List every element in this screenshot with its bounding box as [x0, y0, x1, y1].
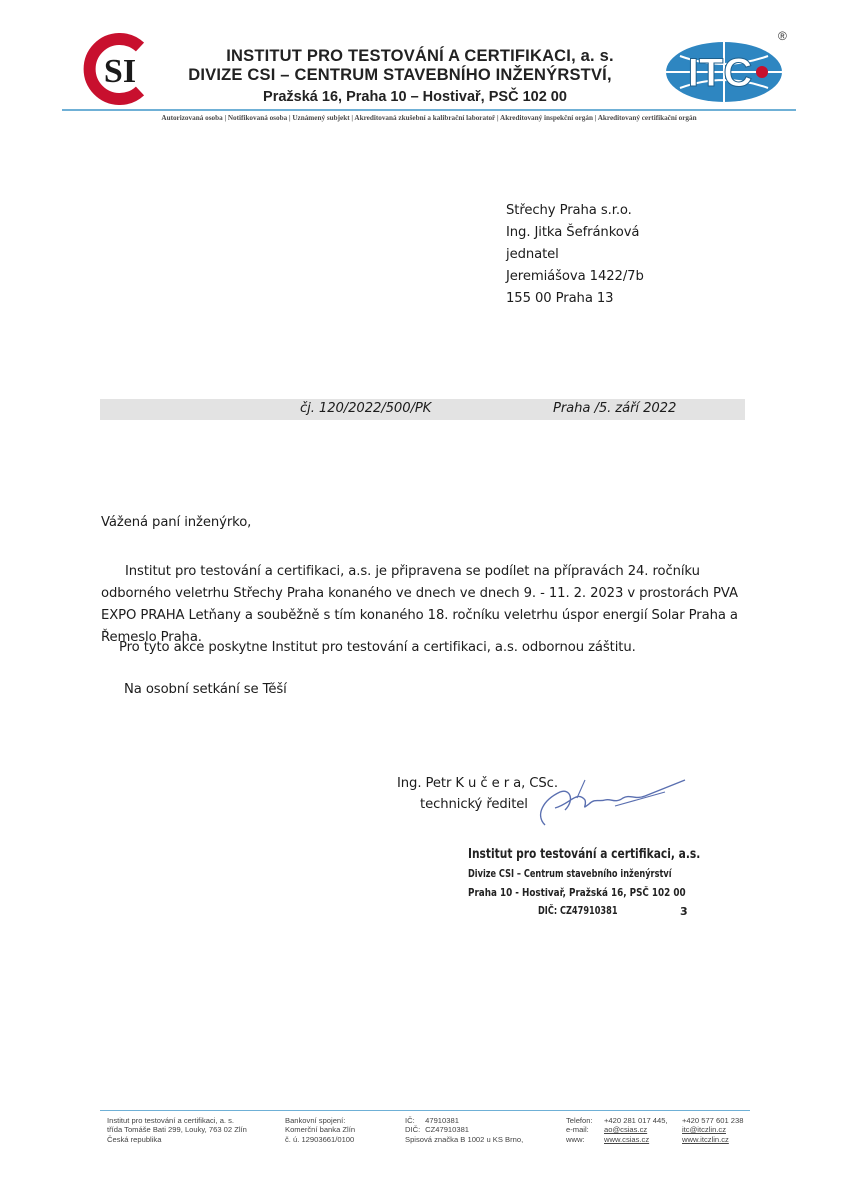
- itc-logo-text: ITC: [687, 51, 753, 95]
- recipient-address: [506, 200, 644, 310]
- recipient-street: Jeremiášova 1422/7b: [506, 269, 644, 284]
- footer-contact-labels: [566, 1116, 593, 1144]
- footer-company: [107, 1116, 247, 1144]
- footer-web-link[interactable]: www.csias.cz: [604, 1134, 650, 1144]
- footer-line: Česká republika: [107, 1134, 162, 1144]
- footer-label: Telefon:: [566, 1116, 593, 1125]
- institute-address: Pražská 16, Praha 10 – Hostivař, PSČ 102 00: [263, 89, 567, 105]
- footer-phone: +420 577 601 238: [682, 1116, 744, 1125]
- footer-value: Spisová značka B 1002 u KS Brno,: [405, 1134, 524, 1144]
- footer-line: třída Tomáše Bati 299, Louky, 763 02 Zlín: [107, 1125, 247, 1135]
- signatory-name: Ing. Petr K u č e r a, CSc.: [397, 776, 558, 791]
- footer-line: Komerční banka Zlín: [285, 1125, 356, 1135]
- footer-label: www:: [566, 1134, 585, 1144]
- footer-label: DIČ:: [405, 1125, 421, 1135]
- csi-logo-text: SI: [103, 53, 137, 90]
- footer-registration: [405, 1116, 523, 1144]
- footer-phone: +420 281 017 445,: [604, 1116, 668, 1125]
- accreditation-line: Autorizovaná osoba | Notifikovaná osoba | Uznámený subjekt | Akreditovaná zkušební a kalibrační laboratoř | Akreditovaný inspekční orgán | Akreditovaný certifikační orgán: [161, 114, 697, 122]
- recipient-name: Ing. Jitka Šefránková: [506, 225, 640, 240]
- letter-paragraph-2: Pro tyto akce poskytne Institut pro testování a certifikaci, a.s. odbornou záštitu.: [119, 640, 636, 655]
- itc-logo: [660, 28, 790, 108]
- footer-label: IČ:: [405, 1116, 415, 1125]
- stamp-number: 3: [680, 905, 688, 918]
- signatory-title: technický ředitel: [420, 797, 528, 812]
- footer-bank: [285, 1116, 355, 1144]
- institute-name: INSTITUT PRO TESTOVÁNÍ A CERTIFIKACI, a. s.: [226, 47, 614, 65]
- csi-logo: [82, 33, 154, 105]
- footer-email-link[interactable]: itc@itczlin.cz: [682, 1125, 726, 1135]
- footer-value: 47910381: [425, 1116, 459, 1125]
- header-divider: [62, 109, 796, 111]
- footer-line: č. ú. 12903661/0100: [285, 1134, 355, 1144]
- footer-label: e-mail:: [566, 1125, 589, 1135]
- footer-line: Institut pro testování a certifikaci, a. s.: [107, 1116, 235, 1125]
- stamp-institute: Institut pro testování a certifikaci, a.s.: [468, 847, 701, 862]
- division-name: DIVIZE CSI – CENTRUM STAVEBNÍHO INŽENÝRSTVÍ,: [188, 66, 612, 84]
- salutation: Vážená paní inženýrko,: [101, 515, 252, 530]
- closing-line: Na osobní setkání se Těší: [124, 682, 287, 697]
- footer-csi-contacts: [604, 1116, 668, 1144]
- footer-web-link[interactable]: www.itczlin.cz: [682, 1134, 729, 1144]
- handwritten-signature: [515, 770, 690, 830]
- footer-value: CZ47910381: [425, 1125, 470, 1135]
- recipient-company: Střechy Praha s.r.o.: [506, 203, 632, 218]
- reference-number: čj. 120/2022/500/PK: [300, 401, 432, 416]
- recipient-role: jednatel: [506, 247, 559, 262]
- footer-email-link[interactable]: ao@csias.cz: [604, 1125, 648, 1135]
- stamp-address: Praha 10 - Hostivař, Pražská 16, PSČ 102 00: [468, 886, 686, 899]
- footer-itc-contacts: [682, 1116, 743, 1144]
- letter-paragraph-1: Institut pro testování a certifikaci, a.s. je připravena se podílet na přípravách 24. ročníku odborného veletrhu Střechy Praha konaného ve dnech ve dnech 9. - 11. 2. 2023 v prostorách PVA EXPO PRAHA Letňany a souběžně s tím konaného 18. ročníku veletrhu úspor energií Solar Praha a Řemeslo Praha.: [101, 564, 738, 645]
- reference-date: Praha /5. září 2022: [553, 401, 677, 416]
- stamp-vat-id: DIČ: CZ47910381: [538, 905, 618, 917]
- registered-mark: ®: [778, 29, 787, 43]
- footer-divider: [100, 1110, 750, 1111]
- stamp-division: Divize CSI – Centrum stavebního inženýrství: [468, 868, 672, 880]
- footer-line: Bankovní spojení:: [285, 1116, 346, 1125]
- recipient-city: 155 00 Praha 13: [506, 291, 614, 306]
